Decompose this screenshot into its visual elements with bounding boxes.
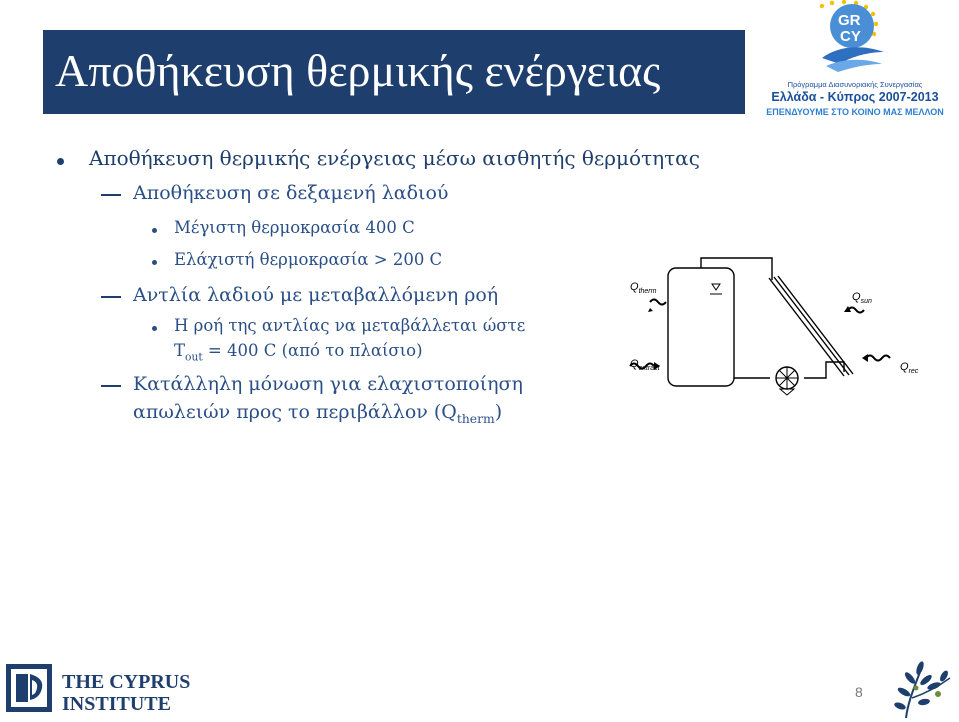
grcy-years-text: Ελλάδα - Κύπρος 2007-2013: [771, 90, 939, 104]
bullet-level3: Η ροή της αντλίας να μεταβάλλεται ώστε: [174, 316, 526, 335]
label-q-therm: $Q_{therm}$: [630, 281, 657, 295]
pipe-bottom-right: [804, 362, 844, 378]
storage-tank: [668, 268, 734, 386]
q-text: απωλειών προς το περιβάλλον (Q: [133, 401, 457, 423]
q-subscript: therm: [456, 411, 495, 426]
t-rest: = 400 C (από το πλαίσιο): [202, 341, 423, 360]
label-q-extract: $Q_{extract}$: [630, 358, 660, 372]
t-symbol: T: [174, 341, 186, 360]
label-q-rec: $Q_{rec}$: [900, 361, 919, 375]
grcy-letters-cy: CY: [840, 28, 861, 45]
rec-wave-icon: [866, 356, 890, 361]
bullet-level3-continuation: [174, 341, 423, 363]
bullet-level2-continuation: [133, 401, 502, 426]
grcy-program-logo: [752, 0, 959, 122]
bullet-dot-small: [152, 228, 157, 233]
bullet-level2: Αποθήκευση σε δεξαμενή λαδιού: [133, 182, 449, 204]
bullet-dot: [57, 158, 64, 165]
level-triangle-icon: [712, 284, 720, 290]
cyi-line1: THE CYPRUS: [62, 671, 191, 693]
grcy-letters-gr: GR: [838, 12, 861, 29]
grcy-program-text: Πρόγραμμα Διασυνοριακής Συνεργασίας: [787, 80, 923, 89]
collector: [769, 278, 844, 376]
storage-diagram: [620, 250, 950, 420]
olive-branch-icon: [880, 658, 958, 720]
bullet-level1: Αποθήκευση θερμικής ενέργειας μέσω αισθητής θερμότητας: [89, 146, 700, 170]
bullet-dash: [101, 194, 121, 196]
pipe-top: [701, 258, 772, 280]
bullet-dot-small: [152, 260, 157, 265]
q-close: ): [494, 401, 503, 423]
t-subscript: out: [185, 350, 203, 364]
heat-loss-wave-icon: [650, 300, 666, 305]
label-q-sun: $Q_{sun}$: [852, 291, 872, 305]
bullet-level3: Μέγιστη θερμοκρασία 400 C: [174, 218, 415, 237]
bullet-level2: Αντλία λαδιού με μεταβαλλόμενη ροή: [133, 284, 499, 306]
page-title: Αποθήκευση θερμικής ενέργειας: [55, 45, 661, 96]
cyprus-institute-logo: [6, 660, 196, 716]
bullet-level3: Ελάχιστή θερμοκρασία > 200 C: [174, 250, 443, 269]
cyi-line2: INSTITUTE: [62, 693, 171, 715]
page-number: 8: [855, 684, 863, 700]
bullet-dot-small: [152, 326, 157, 331]
bullet-level2: Κατάλληλη μόνωση για ελαχιστοποίηση: [133, 373, 523, 395]
bullet-dash: [101, 296, 121, 298]
bullet-dash: [101, 385, 121, 387]
grcy-slogan-text: ΕΠΕΝΔΥΟΥΜΕ ΣΤΟ ΚΟΙΝΟ ΜΑΣ ΜΕΛΛΟΝ: [766, 107, 944, 117]
